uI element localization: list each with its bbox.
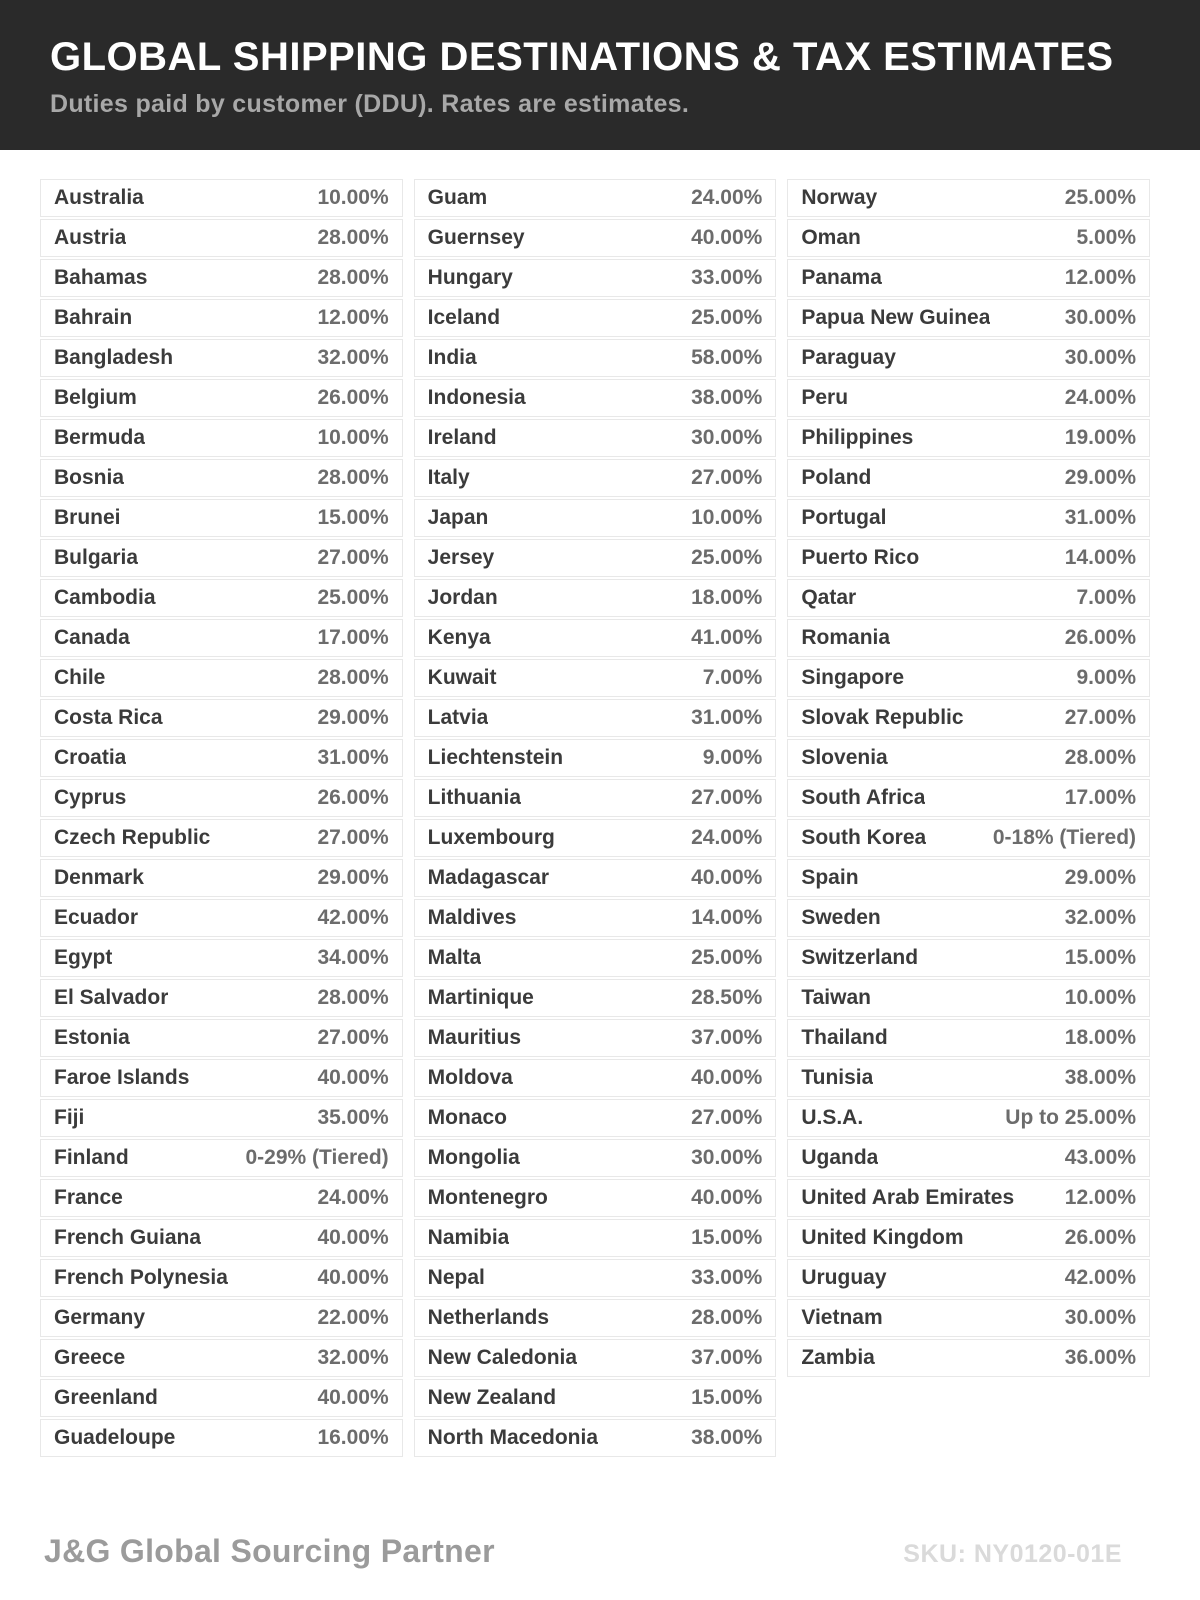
table-row: [40, 619, 403, 657]
tax-rate-value: 10.00%: [317, 186, 389, 209]
table-row: [414, 299, 777, 337]
tax-rate-value: 40.00%: [317, 1266, 389, 1289]
tax-rate-value: 26.00%: [317, 386, 389, 409]
country-name: Cambodia: [54, 586, 156, 609]
tax-rate-value: 32.00%: [317, 346, 389, 369]
tax-rate-value: 19.00%: [1064, 426, 1137, 449]
tax-rate-value: 26.00%: [1064, 626, 1137, 649]
table-row: [414, 979, 777, 1017]
tax-rate-value: 27.00%: [317, 1026, 389, 1049]
tax-rate-value: 0-18% (Tiered): [992, 826, 1137, 849]
table-row: [40, 1179, 403, 1217]
tax-rate-value: 40.00%: [691, 1186, 763, 1209]
country-name: Ireland: [427, 426, 497, 449]
table-row: [787, 459, 1150, 497]
country-name: French Polynesia: [54, 1266, 228, 1289]
tax-rate-value: 27.00%: [691, 786, 763, 809]
country-name: French Guiana: [54, 1226, 202, 1249]
table-row: [40, 1059, 403, 1097]
tax-rate-value: 38.00%: [691, 386, 763, 409]
country-name: Norway: [801, 186, 878, 209]
table-row: [787, 1339, 1150, 1377]
table-row: [414, 339, 777, 377]
table-row: [414, 939, 777, 977]
country-name: Kuwait: [427, 666, 497, 689]
tax-rate-value: 17.00%: [317, 626, 389, 649]
tax-rate-value: 16.00%: [317, 1426, 389, 1449]
table-row: [40, 419, 403, 457]
table-row: [787, 779, 1150, 817]
country-name: Vietnam: [801, 1306, 883, 1329]
country-name: Mauritius: [427, 1026, 522, 1049]
tax-rate-value: 10.00%: [317, 426, 389, 449]
table-row: [40, 859, 403, 897]
sku-label: SKU: NY0120-01E: [903, 1540, 1122, 1568]
table-row: [787, 1179, 1150, 1217]
rate-column: [787, 179, 1150, 1379]
table-row: [40, 939, 403, 977]
table-row: [414, 699, 777, 737]
country-name: New Caledonia: [427, 1346, 578, 1369]
tax-rate-value: 0-29% (Tiered): [245, 1146, 389, 1169]
table-row: [787, 219, 1150, 257]
country-name: Philippines: [801, 426, 914, 449]
tax-rate-value: Up to 25.00%: [1005, 1106, 1137, 1129]
tax-rate-value: 40.00%: [691, 866, 763, 889]
country-name: Bermuda: [54, 426, 146, 449]
country-name: Greenland: [54, 1386, 158, 1409]
table-row: [787, 1019, 1150, 1057]
country-name: Nepal: [427, 1266, 485, 1289]
tax-rate-value: 28.00%: [317, 266, 389, 289]
tax-rate-value: 10.00%: [691, 506, 763, 529]
table-row: [414, 579, 777, 617]
country-name: Iceland: [427, 306, 501, 329]
table-row: [414, 819, 777, 857]
tax-rate-value: 42.00%: [1064, 1266, 1137, 1289]
country-name: Portugal: [801, 506, 887, 529]
table-row: [414, 1299, 777, 1337]
country-name: Singapore: [801, 666, 905, 689]
country-name: Switzerland: [801, 946, 919, 969]
country-name: Bahamas: [54, 266, 148, 289]
country-name: Fiji: [54, 1106, 85, 1129]
page-title: GLOBAL SHIPPING DESTINATIONS & TAX ESTIMATES: [50, 35, 1114, 79]
country-name: Panama: [801, 266, 882, 289]
table-row: [40, 979, 403, 1017]
table-row: [40, 899, 403, 937]
country-name: Denmark: [54, 866, 144, 889]
country-name: Qatar: [801, 586, 857, 609]
table-row: [787, 819, 1150, 857]
table-row: [40, 1299, 403, 1337]
country-name: Paraguay: [801, 346, 896, 369]
tax-rate-value: 27.00%: [317, 826, 389, 849]
country-name: Peru: [801, 386, 849, 409]
table-row: [787, 1059, 1150, 1097]
tax-rate-value: 33.00%: [691, 1266, 763, 1289]
country-name: Finland: [54, 1146, 129, 1169]
country-name: Brunei: [54, 506, 121, 529]
table-row: [40, 739, 403, 777]
tax-rate-value: 28.00%: [317, 986, 389, 1009]
table-row: [787, 499, 1150, 537]
country-name: North Macedonia: [427, 1426, 599, 1449]
tax-rate-value: 40.00%: [317, 1386, 389, 1409]
country-name: Oman: [801, 226, 861, 249]
tax-rate-value: 40.00%: [691, 226, 763, 249]
tax-rate-value: 37.00%: [691, 1346, 763, 1369]
tax-rate-value: 22.00%: [317, 1306, 389, 1329]
country-name: Ecuador: [54, 906, 139, 929]
table-row: [414, 1139, 777, 1177]
table-row: [40, 339, 403, 377]
country-name: Canada: [54, 626, 130, 649]
country-name: Greece: [54, 1346, 126, 1369]
country-name: Bahrain: [54, 306, 133, 329]
tax-rate-value: 15.00%: [691, 1386, 763, 1409]
country-name: Egypt: [54, 946, 113, 969]
tax-rate-value: 31.00%: [691, 706, 763, 729]
tax-rate-value: 28.00%: [317, 466, 389, 489]
country-name: Monaco: [427, 1106, 508, 1129]
country-name: Spain: [801, 866, 859, 889]
table-row: [40, 539, 403, 577]
country-name: Australia: [54, 186, 144, 209]
table-row: [787, 939, 1150, 977]
tax-rate-value: 41.00%: [691, 626, 763, 649]
tax-rate-value: 32.00%: [317, 1346, 389, 1369]
tax-rate-value: 43.00%: [1064, 1146, 1137, 1169]
country-name: Namibia: [427, 1226, 510, 1249]
tax-rate-value: 28.00%: [691, 1306, 763, 1329]
country-name: Slovak Republic: [801, 706, 964, 729]
tax-rate-value: 15.00%: [691, 1226, 763, 1249]
country-name: Chile: [54, 666, 106, 689]
country-name: Italy: [427, 466, 470, 489]
table-row: [787, 739, 1150, 777]
country-name: U.S.A.: [801, 1106, 864, 1129]
tax-rate-value: 9.00%: [702, 746, 763, 769]
country-name: Martinique: [427, 986, 534, 1009]
tax-rate-value: 29.00%: [1064, 866, 1137, 889]
country-name: Indonesia: [427, 386, 526, 409]
table-row: [40, 259, 403, 297]
table-row: [414, 1019, 777, 1057]
table-row: [40, 699, 403, 737]
tax-rate-value: 40.00%: [317, 1066, 389, 1089]
country-name: Japan: [427, 506, 489, 529]
tax-rate-value: 28.00%: [1064, 746, 1137, 769]
tax-rate-value: 15.00%: [317, 506, 389, 529]
country-name: Tunisia: [801, 1066, 874, 1089]
tax-rate-value: 25.00%: [317, 586, 389, 609]
rates-table: [40, 179, 1150, 1459]
tax-rate-value: 5.00%: [1076, 226, 1137, 249]
country-name: Guernsey: [427, 226, 525, 249]
table-row: [787, 659, 1150, 697]
tax-rate-value: 12.00%: [317, 306, 389, 329]
tax-rate-value: 12.00%: [1064, 1186, 1137, 1209]
table-row: [414, 219, 777, 257]
table-row: [787, 979, 1150, 1017]
country-name: Poland: [801, 466, 872, 489]
country-name: New Zealand: [427, 1386, 557, 1409]
country-name: Jersey: [427, 546, 495, 569]
table-row: [787, 339, 1150, 377]
table-row: [414, 1099, 777, 1137]
country-name: Thailand: [801, 1026, 888, 1049]
table-row: [414, 499, 777, 537]
country-name: Austria: [54, 226, 127, 249]
country-name: Germany: [54, 1306, 146, 1329]
tax-rate-value: 58.00%: [691, 346, 763, 369]
country-name: Kenya: [427, 626, 491, 649]
tax-rate-value: 14.00%: [691, 906, 763, 929]
tax-rate-value: 25.00%: [691, 306, 763, 329]
table-row: [414, 859, 777, 897]
tax-rate-value: 37.00%: [691, 1026, 763, 1049]
table-row: [787, 619, 1150, 657]
tax-rate-value: 36.00%: [1064, 1346, 1137, 1369]
tax-rate-value: 18.00%: [1064, 1026, 1137, 1049]
table-row: [40, 1139, 403, 1177]
tax-rate-value: 38.00%: [1064, 1066, 1137, 1089]
table-row: [40, 819, 403, 857]
country-name: Taiwan: [801, 986, 871, 1009]
country-name: Jordan: [427, 586, 498, 609]
rate-column: [414, 179, 777, 1459]
country-name: Slovenia: [801, 746, 888, 769]
table-row: [414, 1379, 777, 1417]
country-name: Zambia: [801, 1346, 875, 1369]
table-row: [787, 1099, 1150, 1137]
table-row: [787, 1139, 1150, 1177]
tax-rate-value: 28.00%: [317, 666, 389, 689]
tax-rate-value: 15.00%: [1064, 946, 1137, 969]
table-row: [414, 1419, 777, 1457]
table-row: [414, 419, 777, 457]
tax-rate-value: 31.00%: [317, 746, 389, 769]
table-row: [787, 259, 1150, 297]
country-name: Guadeloupe: [54, 1426, 176, 1449]
tax-rate-value: 24.00%: [1064, 386, 1137, 409]
country-name: Uruguay: [801, 1266, 887, 1289]
country-name: Netherlands: [427, 1306, 550, 1329]
country-name: Madagascar: [427, 866, 550, 889]
country-name: Guam: [427, 186, 488, 209]
table-row: [414, 1339, 777, 1377]
table-row: [40, 499, 403, 537]
tax-rate-value: 33.00%: [691, 266, 763, 289]
table-row: [414, 379, 777, 417]
table-row: [787, 179, 1150, 217]
tax-rate-value: 24.00%: [691, 826, 763, 849]
country-name: Czech Republic: [54, 826, 211, 849]
tax-rate-value: 26.00%: [1064, 1226, 1137, 1249]
tax-rate-value: 27.00%: [691, 466, 763, 489]
tax-rate-value: 30.00%: [691, 426, 763, 449]
table-row: [787, 299, 1150, 337]
tax-rate-value: 14.00%: [1064, 546, 1137, 569]
table-row: [414, 1059, 777, 1097]
tax-rate-value: 12.00%: [1064, 266, 1137, 289]
table-row: [40, 1259, 403, 1297]
country-name: United Kingdom: [801, 1226, 964, 1249]
table-row: [414, 179, 777, 217]
tax-rate-value: 28.00%: [317, 226, 389, 249]
table-row: [40, 579, 403, 617]
tax-rate-value: 30.00%: [1064, 346, 1137, 369]
table-row: [787, 579, 1150, 617]
tax-rate-value: 17.00%: [1064, 786, 1137, 809]
country-name: Costa Rica: [54, 706, 163, 729]
tax-rate-value: 7.00%: [1076, 586, 1137, 609]
table-row: [40, 179, 403, 217]
country-name: Hungary: [427, 266, 513, 289]
country-name: Romania: [801, 626, 891, 649]
country-name: Bangladesh: [54, 346, 174, 369]
tax-rate-value: 42.00%: [317, 906, 389, 929]
table-row: [40, 459, 403, 497]
footer: [44, 1533, 1122, 1570]
table-row: [787, 379, 1150, 417]
tax-rate-value: 40.00%: [691, 1066, 763, 1089]
tax-rate-value: 29.00%: [317, 866, 389, 889]
country-name: Liechtenstein: [427, 746, 564, 769]
tax-rate-value: 30.00%: [1064, 306, 1137, 329]
table-row: [40, 1099, 403, 1137]
table-row: [414, 459, 777, 497]
tax-rate-value: 30.00%: [691, 1146, 763, 1169]
table-row: [414, 779, 777, 817]
tax-rate-value: 30.00%: [1064, 1306, 1137, 1329]
table-row: [414, 899, 777, 937]
table-row: [787, 1219, 1150, 1257]
tax-rate-value: 27.00%: [1064, 706, 1137, 729]
table-row: [40, 1419, 403, 1457]
tax-rate-value: 25.00%: [691, 546, 763, 569]
country-name: Luxembourg: [427, 826, 555, 849]
country-name: El Salvador: [54, 986, 169, 1009]
table-row: [40, 1339, 403, 1377]
country-name: Cyprus: [54, 786, 127, 809]
country-name: Montenegro: [427, 1186, 548, 1209]
tax-rate-value: 28.50%: [691, 986, 763, 1009]
country-name: South Africa: [801, 786, 926, 809]
rate-column: [40, 179, 403, 1459]
table-row: [40, 299, 403, 337]
table-row: [40, 1219, 403, 1257]
header-banner: [0, 0, 1200, 150]
table-row: [414, 259, 777, 297]
country-name: Papua New Guinea: [801, 306, 991, 329]
table-row: [787, 539, 1150, 577]
tax-rate-value: 29.00%: [317, 706, 389, 729]
tax-rate-value: 25.00%: [1064, 186, 1137, 209]
tax-rate-value: 7.00%: [702, 666, 763, 689]
country-name: Croatia: [54, 746, 127, 769]
country-name: India: [427, 346, 477, 369]
tax-rate-value: 26.00%: [317, 786, 389, 809]
table-row: [787, 859, 1150, 897]
table-row: [414, 1219, 777, 1257]
table-row: [40, 219, 403, 257]
table-row: [787, 1259, 1150, 1297]
tax-rate-value: 10.00%: [1064, 986, 1137, 1009]
tax-rate-value: 35.00%: [317, 1106, 389, 1129]
country-name: South Korea: [801, 826, 927, 849]
table-row: [40, 1019, 403, 1057]
table-row: [787, 899, 1150, 937]
tax-rate-value: 29.00%: [1064, 466, 1137, 489]
table-row: [787, 699, 1150, 737]
table-row: [787, 419, 1150, 457]
table-row: [40, 379, 403, 417]
tax-rate-value: 25.00%: [691, 946, 763, 969]
tax-rate-value: 40.00%: [317, 1226, 389, 1249]
tax-rate-value: 31.00%: [1064, 506, 1137, 529]
country-name: Faroe Islands: [54, 1066, 190, 1089]
table-row: [40, 779, 403, 817]
tax-rate-value: 24.00%: [317, 1186, 389, 1209]
country-name: Moldova: [427, 1066, 513, 1089]
table-row: [414, 1179, 777, 1217]
country-name: France: [54, 1186, 123, 1209]
brand-name: J&G Global Sourcing Partner: [44, 1533, 495, 1569]
country-name: Lithuania: [427, 786, 522, 809]
country-name: Maldives: [427, 906, 517, 929]
tax-rate-value: 27.00%: [317, 546, 389, 569]
country-name: Sweden: [801, 906, 881, 929]
tax-rate-value: 38.00%: [691, 1426, 763, 1449]
country-name: Mongolia: [427, 1146, 520, 1169]
country-name: Malta: [427, 946, 482, 969]
table-row: [414, 539, 777, 577]
table-row: [787, 1299, 1150, 1337]
table-row: [40, 659, 403, 697]
tax-rate-value: 32.00%: [1064, 906, 1137, 929]
table-row: [414, 1259, 777, 1297]
country-name: Latvia: [427, 706, 489, 729]
tax-rate-value: 9.00%: [1076, 666, 1137, 689]
country-name: United Arab Emirates: [801, 1186, 1015, 1209]
country-name: Estonia: [54, 1026, 130, 1049]
table-row: [414, 619, 777, 657]
tax-rate-value: 18.00%: [691, 586, 763, 609]
country-name: Uganda: [801, 1146, 879, 1169]
table-row: [40, 1379, 403, 1417]
country-name: Bulgaria: [54, 546, 139, 569]
country-name: Puerto Rico: [801, 546, 920, 569]
table-row: [414, 739, 777, 777]
table-row: [414, 659, 777, 697]
country-name: Bosnia: [54, 466, 125, 489]
tax-rate-value: 27.00%: [691, 1106, 763, 1129]
tax-rate-value: 34.00%: [317, 946, 389, 969]
country-name: Belgium: [54, 386, 137, 409]
tax-rate-value: 24.00%: [691, 186, 763, 209]
page-subtitle: Duties paid by customer (DDU). Rates are estimates.: [50, 90, 690, 118]
